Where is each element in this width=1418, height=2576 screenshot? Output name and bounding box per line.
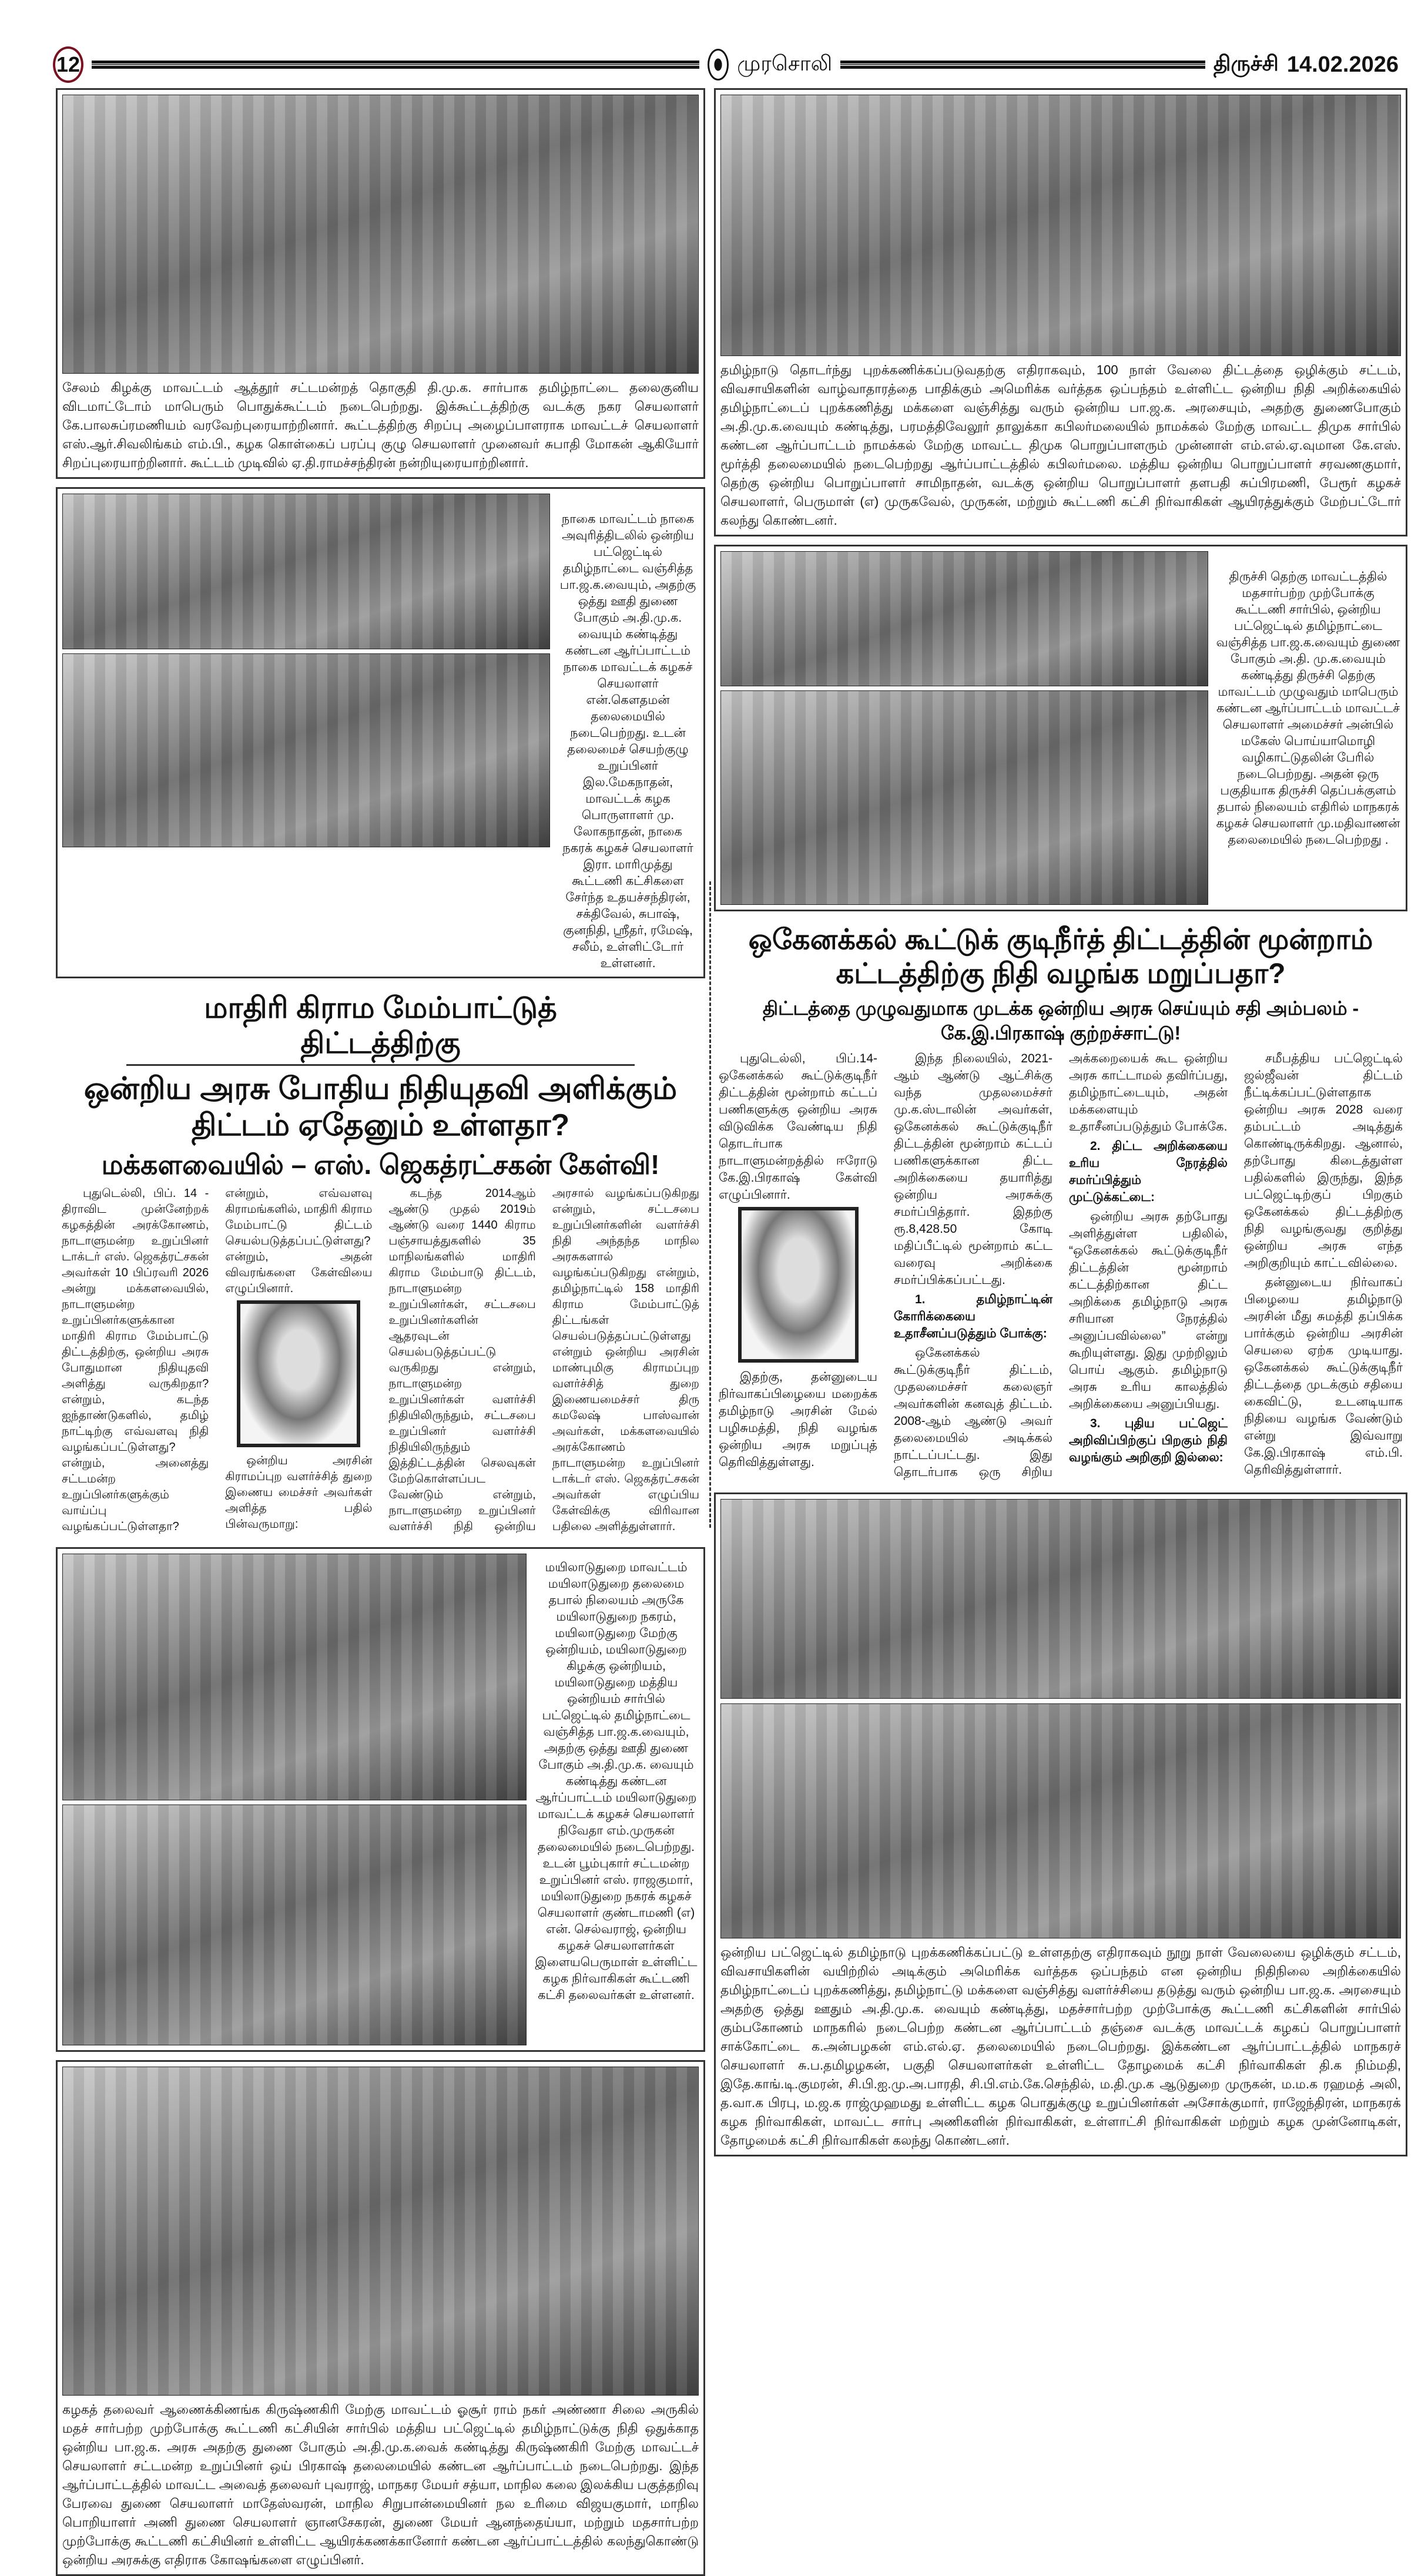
article-right-body <box>714 1050 1407 1481</box>
article-right-para: ஒன்றிய அரசு தற்போது அளித்துள்ள பதிலில், “ஒகேனக்கல் கூட்டுக்குடிநீர் திட்டத்தின் மூன்றாம் கட்டத்திற்கான திட்ட அறிக்கை தமிழ்நாடு அரசு சரியான நேரத்தில் அனுப்பவில்லை” என்று கூறியுள்ளது. இது முற்றிலும் பொய் ஆகும். தமிழ்நாடு அரசு உரிய காலத்தில் அறிக்கையை அனுப்பியது. <box>1069 1210 1228 1411</box>
paper-name: முரசொலி <box>737 51 833 75</box>
caption-krishnagiri: கழகத் தலைவர் ஆணைக்கிணங்க கிருஷ்ணகிரி மேற்கு மாவட்டம் ஓசூர் ராம் நகர் அண்ணா சிலை அருகில் மதச் சார்பற்ற முற்போக்கு கூட்டணி கட்சியின் சார்பில் மத்திய பட்ஜெட்டில் தமிழ்நாட்டுக்கு நிதி ஒதுக்காத ஒன்றிய பா.ஜ.க. அரசு அதற்கு துணை போகும் அ.தி.மு.க.வைக் கண்டித்து கிருஷ்ணகிரி மேற்கு மாவட்டச் செயலாளர் சட்டமன்ற உறுப்பினர் ஒய் பிரகாஷ் தலைமையில் கண்டன ஆர்ப்பாட்டம் நடைபெற்றது. இந்த ஆர்ப்பாட்டத்தில் மாவட்ட அவைத் தலைவர் புவராஜ், மாநகர மேயர் சத்யா, மாநில கலை இலக்கிய பகுத்தறிவு பேரவை துணை செயலாளர் மாதேஸ்வரன், மாநில சிறுபான்மையினர் நல உரிமை விஜயகுமார், மாநில பொறியாளர் அணி துணை செயலாளர் ஞானசேகரன், துணை மேயர் ஆனந்தைய்யா, மற்றும் மதசார்பற்ற முற்போக்கு கூட்டணி கட்சியினர் உள்ளிட்ட ஆயிரக்கணக்கானோர் கண்டன ஆர்ப்பாட்டத்தில் கலந்துகொண்டு ஒன்றிய அரசுக்கு எதிராக கோஷங்களை எழுப்பினர். <box>62 2402 699 2567</box>
column-divider <box>709 881 711 1528</box>
photo-kumbakonam-2 <box>720 1703 1401 1938</box>
paper-logo-icon <box>708 49 729 80</box>
article-left <box>56 987 705 1539</box>
article-left-para: கடந்த 2014ஆம் ஆண்டு முதல் 2019ம் ஆண்டு வரை 1440 கிராம பஞ்சாயத்துகளில் 35 மாநிலங்களில் மாதிரி கிராம மேம்பாடு திட்டம், நாடாளுமன்ற உறுப்பினர்கள், சட்டசபை உறுப்பினர்களின் ஆதரவுடன் செயல்படுத்தப்பட்டு வருகிறது என்றும், நாடாளுமன்ற உறுப்பினர்கள் வளர்ச்சி நிதியிலிருந்தும், சட்டசபை உறுப்பினர் வளர்ச்சி நிதியிலிருந்தும் இத்திட்டத்தின் செலவுகள் மேற்கொள்ளப்பட வேண்டும் என்றும், நாடாளுமன்ற உறுப்பினர் வளர்ச்சி நிதி ஒன்றிய அரசால் வழங்கப்படுகிறது என்றும், சட்டசபை உறுப்பினர்களின் வளர்ச்சி நிதி அந்தந்த மாநில அரசுகளால் வழங்கப்படுகிறது என்றும், தமிழ்நாட்டில் 158 மாதிரி கிராம மேம்பாட்டுத் திட்டங்கள் செயல்படுத்தப்பட்டுள்ளது என்றும் ஒன்றிய அரசின் மாண்புமிகு கிராமப்புற வளர்ச்சித் துறை இணையமைச்சர் திரு கமலேஷ் பாஸ்வான் அவர்கள், மக்களவையில் அரக்கோணம் நாடாளுமன்ற உறுப்பினர் டாக்டர் எஸ். ஜெகத்ரட்சகன் அவர்கள் எழுப்பிய கேள்விக்கு விரிவான பதிலை அளித்துள்ளார். <box>388 1187 699 1533</box>
photo-mayiladuthurai-1 <box>62 1554 527 1800</box>
photo-nagai-1 <box>62 494 550 649</box>
photo-story-mayiladuthurai <box>56 1547 705 2052</box>
page-header <box>53 46 1399 83</box>
article-right <box>714 920 1407 1484</box>
article-right-headline: ஒகேனக்கல் கூட்டுக் குடிநீர்த் திட்டத்தின் மூன்றாம் கட்டத்திற்கு நிதி வழங்க மறுப்பதா? <box>748 924 1373 990</box>
photo-jagathrakshakan <box>237 1300 360 1447</box>
header-rule-left <box>92 61 699 69</box>
article-right-subheading: 3. புதிய பட்ஜெட் அறிவிப்பிற்குப் பிறகும் நிதி வழங்கும் அறிகுறி இல்லை: <box>1069 1417 1228 1464</box>
caption-salem: சேலம் கிழக்கு மாவட்டம் ஆத்தூர் சட்டமன்றத் தொகுதி தி.மு.க. சார்பாக தமிழ்நாட்டை தலைகுனிய விடமாட்டோம் மாபெரும் பொதுக்கூட்டம் நடைபெற்றது. இக்கூட்டத்திற்கு வடக்கு நகர செயலாளர் கே.பாலசுப்ரமணியம் வரவேற்புரையாற்றினார். கூட்டத்திற்கு சிறப்பு அழைப்பாளராக மாவட்டச் செயலாளர் எஸ்.ஆர்.சிவலிங்கம் எம்.பி., கழக கொள்கைப் பரப்பு குழு செயலாளர் முனைவர் சுபாதி மோகன் ஆகியோர் சிறப்புரையாற்றினார். கூட்டம் முடிவில் ஏ.தி.ராமச்சந்திரன் நன்றியுரையாற்றினார். <box>62 380 699 470</box>
photo-namakkal-protest <box>720 95 1401 356</box>
caption-namakkal: தமிழ்நாடு தொடர்ந்து புறக்கணிக்கப்படுவதற்கு எதிராகவும், 100 நாள் வேலை திட்டத்தை ஒழிக்கும் சட்டம், விவசாயிகளின் வாழ்வாதாரத்தை பாதிக்கும் அமெரிக்க வர்த்தக ஒப்பந்தம் உள்ளிட்ட ஒன்றிய நிதி அறிக்கையில் தமிழ்நாட்டைப் புறக்கணித்து மக்களை வஞ்சித்து வரும் ஒன்றிய பா.ஜ.க. அரசையும், அதற்கு துணைபோகும் அ.தி.மு.க.வையும் கண்டித்து, பரமத்திவேலூர் தாலுக்கா கபிலர்மலையில் நாமக்கல் மேற்கு மாவட்ட திமுக சார்பில் கண்டன ஆர்ப்பாட்டம் நாமக்கல் மேற்கு மாவட்ட திமுக பொறுப்பாளரும் முன்னாள் எம்.எல்.ஏ.வுமான கே.எஸ். மூர்த்தி தலைமையில் நடைபெற்றது ஆர்ப்பாட்டத்தில் கபிலர்மலை. மத்திய ஒன்றிய பொறுப்பாளர் சரவணகுமார், தெற்கு ஒன்றிய பொறுப்பாளர் சாமிநாதன், வடக்கு ஒன்றிய பொறுப்பாளர் தளபதி சுப்பிரமணி, பேரூர் கழகச் செயலாளர், பெருமாள் (எ) முருகவேல், முருகன், மற்றும் கூட்டணி கட்சி நிர்வாகிகள் ஆயிரத்துக்கும் மேற்பட்டோர் கலந்து கொண்டனர். <box>720 363 1401 528</box>
photo-salem-meeting <box>62 95 699 374</box>
photo-story-kumbakonam <box>714 1492 1407 2156</box>
date: 14.02.2026 <box>1286 52 1399 77</box>
caption-trichy: திருச்சி தெற்கு மாவட்டத்தில் மதசார்பற்ற முற்போக்கு கூட்டணி சார்பில், ஒன்றிய பட்ஜெட்டில் தமிழ்நாட்டை வஞ்சித்த பா.ஜ.க.வையும் துணை போகும் அ.தி. மு.க.வையும் கண்டித்து திருச்சி தெற்கு மாவட்டம் முழுவதும் மாபெரும் கண்டன ஆர்ப்பாட்டம் மாவட்டச் செயலாளர் அமைச்சர் அன்பில் மகேஸ் பொய்யாமொழி வழிகாட்டுதலின் பேரில் நடைபெற்றது. அதன் ஒரு பகுதியாக திருச்சி தெப்பக்குளம் தபால் நிலையம் எதிரில் மாநகரக் கழகச் செயலாளர் மு.மதிவாணன் தலைமையில் நடைபெற்றது . <box>1216 570 1400 847</box>
article-right-subheading: 1. தமிழ்நாட்டின் கோரிக்கையை உதாசீனப்படுத்தும் போக்கு: <box>894 1293 1052 1340</box>
article-left-body <box>56 1186 705 1535</box>
article-right-para: ஒகேனக்கல் கூட்டுக்குடிநீர் திட்டம், முதலமைச்சர் கலைஞர் அவர்களின் கனவுத் திட்டம். 2008-ஆம் ஆண்டு அவர் தலைமையில் அடிக்கல் நாட்டப்பட்டது. இது தொடர்பாக ஒரு சிறிய அக்கறையைக் கூட ஒன்றிய அரசு காட்டாமல் தவிர்ப்பது, தமிழ்நாட்டையும், அதன் மக்களையும் உதாசீனப்படுத்தும் போக்கே. <box>894 1052 1228 1479</box>
article-right-para: இந்த நிலையில், 2021-ஆம் ஆண்டு ஆட்சிக்கு வந்த முதலமைச்சர் மு.க.ஸ்டாலின் அவர்கள், ஒகேனக்கல் கூட்டுக்குடிநீர் திட்டத்தின் மூன்றாம் கட்டப் பணிகளுக்கான திட்ட அறிக்கையை தயாரித்து ஒன்றிய அரசுக்கு சமர்ப்பித்தார். இதற்கு ரூ.8,428.50 கோடி மதிப்பீட்டில் மூன்றாம் கட்ட வரைவு அறிக்கை சமர்ப்பிக்கப்பட்டது. <box>894 1052 1052 1287</box>
article-right-subhead: திட்டத்தை முழுவதுமாக முடக்க ஒன்றிய அரசு செய்யும் சதி அம்பலம் - கே.இ.பிரகாஷ் குற்றச்சாட்டு! <box>762 998 1359 1044</box>
article-left-headline: ஒன்றிய அரசு போதிய நிதியுதவி அளிக்கும் திட்டம் ஏதேனும் உள்ளதா? <box>83 1072 678 1142</box>
article-right-para: புதுடெல்லி, பிப்.14- ஒகேனக்கல் கூட்டுக்குடிநீர் திட்டத்தின் மூன்றாம் கட்டப் பணிகளுக்கு ஒன்றிய அரசு விடுவிக்க வேண்டிய நிதி தொடர்பாக நாடாளுமன்றத்தில் ஈரோடு கே.இ.பிரகாஷ் கேள்வி எழுப்பினார். <box>719 1052 877 1202</box>
photo-kumbakonam-1 <box>720 1499 1401 1699</box>
caption-kumbakonam: ஒன்றிய பட்ஜெட்டில் தமிழ்நாடு புறக்கணிக்கப்பட்டு உள்ளதற்கு எதிராகவும் நூறு நாள் வேலையை ஒழிக்கும் சட்டம், விவசாயிகளின் வயிற்றில் அடிக்கும் அமெரிக்க வர்த்தக ஒப்பந்தம் என ஒன்றிய நிதிநிலை அறிக்கையில் தமிழ்நாட்டைப் புறக்கணித்து, தமிழ்நாட்டு மக்களை வஞ்சித்து வளர்ச்சியை தடுத்து வரும் ஒன்றிய பா.ஜ.க. அரசையும் அதற்கு ஒத்து ஊதும் அ.தி.மு.க. வையும் கண்டித்து, மதச்சார்பற்ற முற்போக்கு கூட்டணி கட்சிகளின் சார்பில் கும்பகோணம் மாநகரில் நடைபெற்ற கண்டன ஆர்ப்பாட்டம் தஞ்சை வடக்கு மாவட்டக் கழகப் பொறுப்பாளர் சாக்கோட்டை க.அன்பழகன் எம்.எல்.ஏ. தலைமையில் நடைபெற்றது. இக்கண்டன ஆர்ப்பாட்டத்தில் மாநகரச் செயலாளர் சு.ப.தமிழழகன், பகுதி செயலாளர்கள் உள்ளிட்ட தோழமைக் கட்சி நிர்வாகிகள் தி.க நிம்மதி, இதே.காங்.டி.குமரன், சி.பி.ஐ.மு.அ.பாரதி, சி.பி.எம்.கே.செந்தில், ம.தி.மு.க ஆடுதுறை முருகன், ம.ம.க ரஹமத் அலி, த.வா.க பிரபு, ம.ஜ.க ராஜ்முஹமது உள்ளிட்ட கழக பொதுக்குழு உறுப்பினர்கள் அசோக்குமார், ராஜேந்திரன், மாநகரக் கழக நிர்வாகிகள், மாவட்ட சார்பு அணிகளின் நிர்வாகிகள், உள்ளாட்சி நிர்வாகிகள் மற்றும் கழக முன்னோடிகள், தோழமைக் கட்சி நிர்வாகிகள் கலந்து கொண்டனர். <box>720 1945 1401 2148</box>
caption-mayiladuthurai: மயிலாடுதுறை மாவட்டம் மயிலாடுதுறை தலைமை தபால் நிலையம் அருகே மயிலாடுதுறை நகரம், மயிலாடுதுறை மேற்கு ஒன்றியம், மயிலாடுதுறை கிழக்கு ஒன்றியம், மயிலாடுதுறை மத்திய ஒன்றியம் சார்பில் பட்ஜெட்டில் தமிழ்நாட்டை வஞ்சித்த பா.ஜ.க.வையும், அதற்கு ஒத்து ஊதி துணை போகும் அ.தி.மு.க. வையும் கண்டித்து கண்டன ஆர்ப்பாட்டம் மயிலாடுதுறை மாவட்டக் கழகச் செயலாளர் நிவேதா எம்.முருகன் தலைமையில் நடைபெற்றது. உடன் பூம்புகார் சட்டமன்ற உறுப்பினர் எஸ். ராஜகுமார், மயிலாடுதுறை நகரக் கழகச் செயலாளர் குண்டாமணி (எ) என். செல்வராஜ், ஒன்றிய கழகச் செயலாளர்கள் இளையபெருமாள் உள்ளிட்ட கழக நிர்வாகிகள் கூட்டணி கட்சி தலைவர்கள் உள்ளனர். <box>535 1561 698 2002</box>
photo-story-krishnagiri <box>56 2060 705 2576</box>
edition: திருச்சி <box>1213 51 1279 75</box>
photo-trichy-2 <box>720 690 1208 905</box>
photo-krishnagiri-protest <box>62 2067 699 2396</box>
article-right-para: சமீபத்திய பட்ஜெட்டில் ஜல்ஜீவன் திட்டம் நீட்டிக்கப்பட்டுள்ளதாக ஒன்றிய அரசு 2028 வரை தம்பட்டம் அடித்துக் கொண்டிருக்கிறது. ஆனால், தற்போது கிடைத்துள்ள பதில்களில் இருந்து, இந்த பட்ஜெட்டிற்குப் பிறகும் ஒகேனக்கல் திட்டத்திற்கு நிதி வழங்குவது குறித்து ஒன்றிய அரசு எந்த அறிகுறியும் காட்டவில்லை. <box>1244 1052 1403 1270</box>
article-right-para: இதற்கு, தன்னுடைய நிர்வாகப்பிழையை மறைக்க தமிழ்நாடு அரசின் மேல் பழிசுமத்தி, நிதி வழங்க ஒன்றிய அரசு மறுப்புத் தெரிவித்துள்ளது. <box>719 1370 877 1469</box>
page-number-badge: 12 <box>53 46 83 83</box>
article-left-para: ஒன்றிய அரசின் கிராமப்புற வளர்ச்சித் துறை இணைய மைச்சர் அவர்கள் அளித்த பதில் பின்வருமாறு: <box>225 1454 373 1531</box>
article-left-strap: மாதிரி கிராம மேம்பாட்டுத் திட்டத்திற்கு <box>126 990 635 1066</box>
photo-nagai-2 <box>62 653 550 847</box>
article-left-subhead: மக்களவையில் – எஸ். ஜெகத்ரட்சகன் கேள்வி! <box>101 1149 660 1180</box>
article-left-para: புதுடெல்லி, பிப். 14 - திராவிட முன்னேற்றக் கழகத்தின் அரக்கோணம், நாடாளுமன்ற உறுப்பினர் டாக்டர் எஸ். ஜெகத்ரட்சகன் அவர்கள் 10 பிப்ரவரி 2026 அன்று மக்களவையில், நாடாளுமன்ற உறுப்பினர்களுக்கான மாதிரி கிராம மேம்பாட்டு திட்டத்திற்கு, ஒன்றிய அரசு போதுமான நிதியுதவி அளித்து வருகிறதா? என்றும், கடந்த ஐந்தாண்டுகளில், தமிழ் நாட்டிற்கு எவ்வளவு நிதி வழங்கப்பட்டுள்ளது? என்றும், அனைத்து சட்டமன்ற உறுப்பினர்களுக்கும் வாய்ப்பு வழங்கப்பட்டுள்ளதா? என்றும், எவ்வளவு கிராமங்களில், மாதிரி கிராம மேம்பாட்டு திட்டம் செயல்படுத்தப்பட்டுள்ளது? என்றும், அதன் விவரங்களை கேள்வியை எழுப்பினார். <box>62 1187 373 1533</box>
photo-trichy-1 <box>720 551 1208 686</box>
header-rule-right <box>840 61 1205 69</box>
photo-story-namakkal <box>714 88 1407 536</box>
photo-story-salem <box>56 88 705 479</box>
caption-nagai: நாகை மாவட்டம் நாகை அவுரித்திடலில் ஒன்றிய பட்ஜெட்டில் தமிழ்நாட்டை வஞ்சித்த பா.ஜ.க.வையும், அதற்கு ஒத்து ஊதி துணை போகும் அ.தி.மு.க. வையும் கண்டித்து கண்டன ஆர்ப்பாட்டம் நாகை மாவட்டக் கழகச் செயலாளர் என்.கௌதமன் தலைமையில் நடைபெற்றது. உடன் தலைமைச் செயற்குழு உறுப்பினர் இல.மேகநாதன், மாவட்டக் கழக பொருளாளர் மு. லோகநாதன், நாகை நகரக் கழகச் செயலாளர் இரா. மாரிமுத்து கூட்டணி கட்சிகளை சேர்ந்த உதயச்சந்திரன், சக்திவேல், சுபாஷ், குனநிதி, ஸ்ரீதர், ரமேஷ், சலீம், உள்ளிட்டோர் உள்ளனர். <box>559 512 696 970</box>
photo-ke-prakash <box>738 1207 859 1363</box>
photo-story-nagai <box>56 487 705 978</box>
photo-mayiladuthurai-2 <box>62 1804 527 2045</box>
photo-story-trichy <box>714 545 1407 911</box>
right-column <box>714 88 1407 2156</box>
left-column <box>56 88 705 2576</box>
article-right-subheading: 2. திட்ட அறிக்கையை உரிய நேரத்தில் சமர்ப்பித்தும் முட்டுக்கட்டை: <box>1069 1139 1228 1204</box>
article-right-para: தன்னுடைய நிர்வாகப் பிழையை தமிழ்நாடு அரசின் மீது சுமத்தி தப்பிக்க பார்க்கும் ஒன்றிய அரசின் செயலை ஏற்க முடியாது. ஒகேனக்கல் கூட்டுக்குடிநீர் திட்டத்தை முடக்கும் சதியை கைவிட்டு, உடனடியாக நிதியை வழங்க வேண்டும் என்று இவ்வாறு கே.இ.பிரகாஷ் எம்.பி. தெரிவித்துள்ளார். <box>1244 1276 1403 1477</box>
